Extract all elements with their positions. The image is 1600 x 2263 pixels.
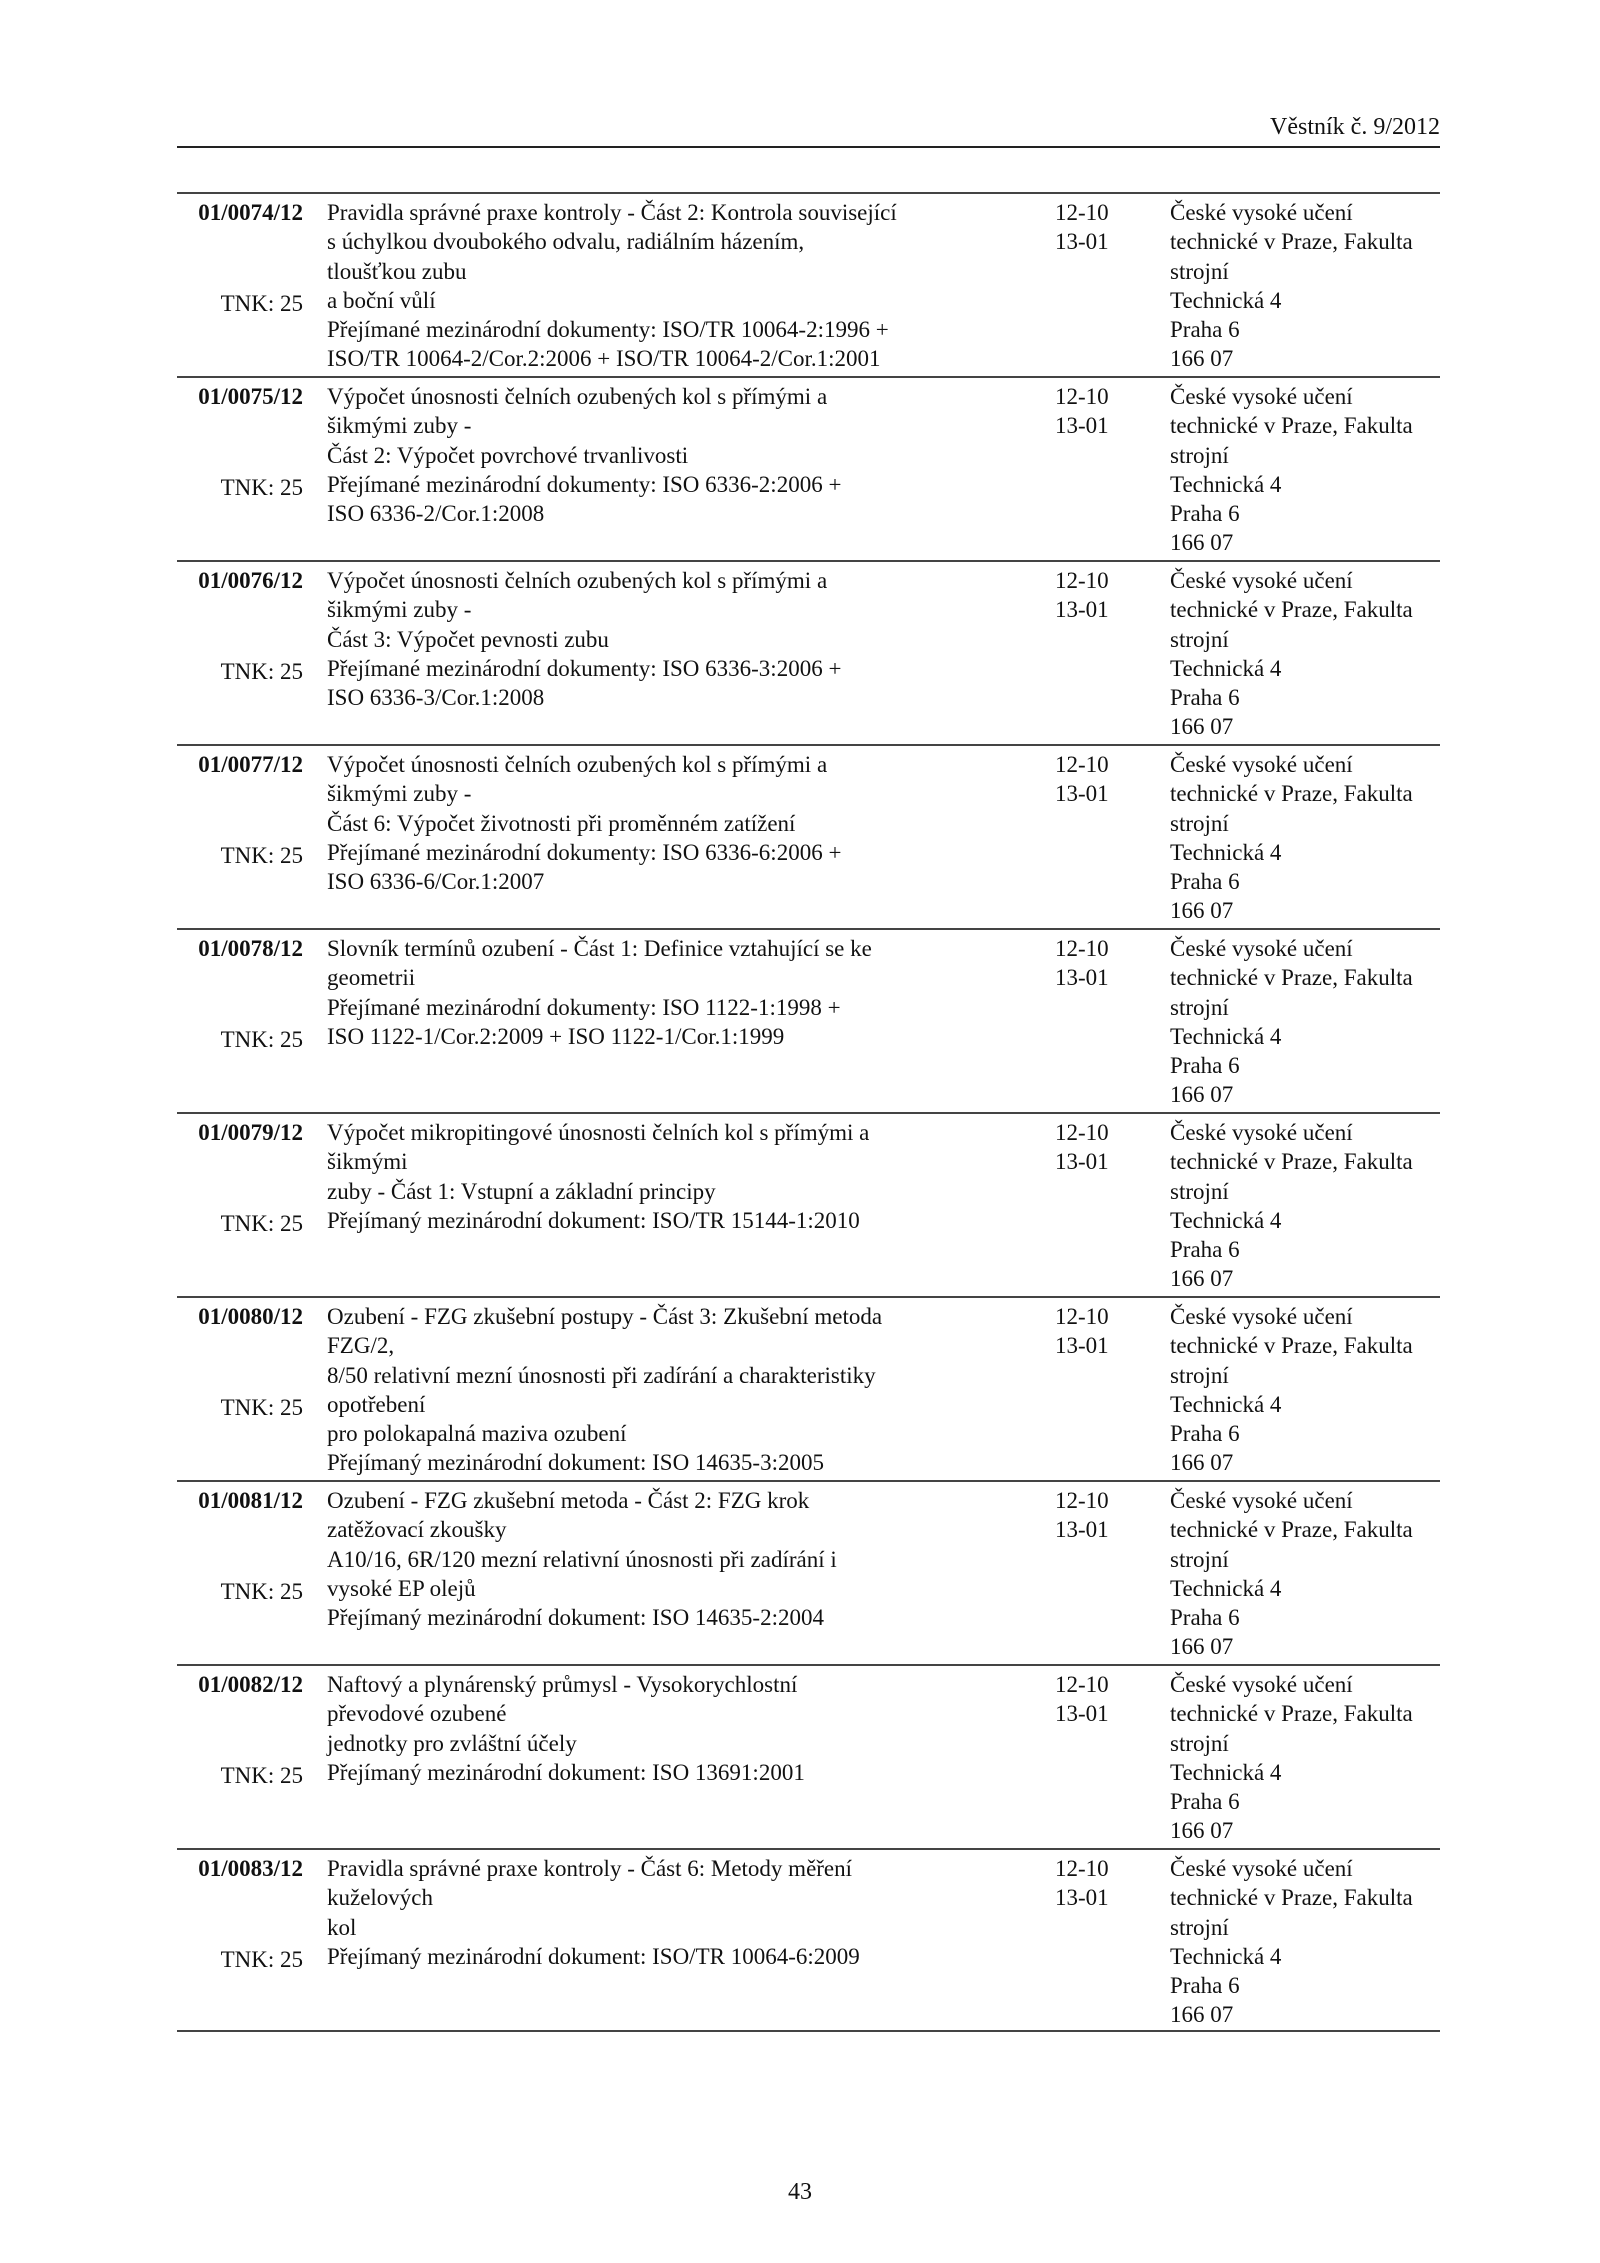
page-header — [177, 112, 1440, 142]
entry-organization-line: strojní — [1170, 1178, 1229, 1204]
entry-title-line: Přejímaný mezinárodní dokument: ISO 14635-3:2005 — [327, 1450, 824, 1476]
entry-organization-line: 166 07 — [1170, 1634, 1234, 1660]
entry-title-line: Přejímaný mezinárodní dokument: ISO/TR 10064-6:2009 — [327, 1943, 860, 1969]
entry-id-cell — [177, 1854, 303, 1975]
entry-code: 13-01 — [1055, 1701, 1109, 1727]
entry-code: 13-01 — [1055, 413, 1109, 439]
entry-tnk: TNK: 25 — [220, 843, 303, 869]
entry-code: 12-10 — [1055, 568, 1109, 593]
entry-code: 13-01 — [1055, 781, 1109, 807]
entry-tnk: TNK: 25 — [220, 1211, 303, 1237]
entry-title-line: Přejímaný mezinárodní dokument: ISO/TR 15144-1:2010 — [327, 1207, 860, 1233]
entry-number: 01/0082/12 — [198, 1672, 303, 1697]
entry-tnk: TNK: 25 — [220, 659, 303, 685]
entry-organization-line: technické v Praze, Fakulta — [1170, 1517, 1413, 1543]
entry-tnk: TNK: 25 — [220, 1947, 303, 1973]
entry-organization-line: Praha 6 — [1170, 1973, 1240, 1999]
entry-organization-line: technické v Praze, Fakulta — [1170, 1701, 1413, 1727]
entry-number: 01/0080/12 — [198, 1304, 303, 1329]
entry-code: 13-01 — [1055, 1333, 1109, 1359]
entry-number: 01/0075/12 — [198, 384, 303, 409]
entry-organization-line: České vysoké učení — [1170, 568, 1353, 593]
entry-tnk: TNK: 25 — [220, 1579, 303, 1605]
entry-id-cell — [177, 566, 303, 687]
entry-organization-line: 166 07 — [1170, 1818, 1234, 1844]
entry-code-cell — [1055, 1854, 1135, 1913]
entry-title-line: Ozubení - FZG zkušební metoda - Část 2: FZG krok zatěžovací zkoušky — [327, 1488, 810, 1543]
entry-title-line: Část 6: Výpočet životnosti při proměnném zatížení — [327, 810, 796, 836]
entry-code: 13-01 — [1055, 1885, 1109, 1911]
table-row — [177, 928, 1440, 1112]
entry-number: 01/0083/12 — [198, 1856, 303, 1881]
entry-code: 13-01 — [1055, 229, 1109, 255]
entry-code-cell — [1055, 1670, 1135, 1729]
entry-tnk: TNK: 25 — [220, 1395, 303, 1421]
entry-title-line: ISO 6336-6/Cor.1:2007 — [327, 869, 545, 895]
entry-title-line: Pravidla správné praxe kontroly - Část 2: Kontrola související — [327, 200, 897, 225]
entry-code: 12-10 — [1055, 752, 1109, 777]
table-row — [177, 1480, 1440, 1664]
entry-organization-line: Technická 4 — [1170, 839, 1282, 865]
entry-organization-line: České vysoké učení — [1170, 1856, 1353, 1881]
entry-title-line: Část 2: Výpočet povrchové trvanlivosti — [327, 442, 689, 468]
entry-organization-line: strojní — [1170, 994, 1229, 1020]
entry-organization-cell — [1170, 566, 1440, 742]
entry-title-cell — [327, 750, 897, 896]
entry-title-line: Přejímané mezinárodní dokumenty: ISO 6336-3:2006 + — [327, 655, 842, 681]
entry-organization-line: Technická 4 — [1170, 1023, 1282, 1049]
table-row — [177, 1112, 1440, 1296]
entry-title-line: A10/16, 6R/120 mezní relativní únosnosti při zadírání i vysoké EP olejů — [327, 1546, 837, 1601]
entry-organization-line: technické v Praze, Fakulta — [1170, 413, 1413, 439]
entry-number: 01/0079/12 — [198, 1120, 303, 1145]
entry-code-cell — [1055, 750, 1135, 809]
entry-organization-cell — [1170, 934, 1440, 1110]
entry-title-line: a boční vůlí — [327, 287, 436, 313]
entry-title-line: 8/50 relativní mezní únosnosti při zadírání a charakteristiky opotřebení — [327, 1362, 876, 1417]
entry-organization-line: České vysoké učení — [1170, 1304, 1353, 1329]
entry-organization-line: České vysoké učení — [1170, 936, 1353, 961]
entry-title-line: Přejímaný mezinárodní dokument: ISO 13691:2001 — [327, 1759, 805, 1785]
entry-code: 12-10 — [1055, 1856, 1109, 1881]
entry-organization-line: Praha 6 — [1170, 1421, 1240, 1447]
entry-organization-cell — [1170, 750, 1440, 926]
bulletin-title: Věstník č. 9/2012 — [1270, 114, 1440, 140]
entry-organization-line: Technická 4 — [1170, 287, 1282, 313]
table-row — [177, 1848, 1440, 2032]
entry-organization-line: strojní — [1170, 1730, 1229, 1756]
entry-organization-line: České vysoké učení — [1170, 200, 1353, 225]
entry-number: 01/0078/12 — [198, 936, 303, 961]
entry-organization-line: technické v Praze, Fakulta — [1170, 965, 1413, 991]
entry-title-line: Slovník termínů ozubení - Část 1: Definice vztahující se ke geometrii — [327, 936, 872, 991]
entry-title-cell — [327, 1854, 897, 1971]
entry-id-cell — [177, 198, 303, 319]
entry-title-cell — [327, 1118, 897, 1235]
entry-organization-line: Technická 4 — [1170, 1759, 1282, 1785]
page-number: 43 — [788, 2179, 812, 2205]
entry-organization-line: technické v Praze, Fakulta — [1170, 597, 1413, 623]
entry-title-line: Výpočet mikropitingové únosnosti čelních kol s přímými a šikmými — [327, 1120, 870, 1175]
entry-id-cell — [177, 934, 303, 1055]
entry-title-line: ISO 6336-2/Cor.1:2008 — [327, 501, 545, 527]
entry-code: 12-10 — [1055, 936, 1109, 961]
entry-title-line: Přejímané mezinárodní dokumenty: ISO 6336-2:2006 + — [327, 471, 842, 497]
entry-organization-line: strojní — [1170, 258, 1229, 284]
entry-organization-line: strojní — [1170, 442, 1229, 468]
entry-title-line: s úchylkou dvoubokého odvalu, radiálním házením, tloušťkou zubu — [327, 229, 805, 284]
entry-organization-line: Technická 4 — [1170, 1207, 1282, 1233]
entry-id-cell — [177, 1302, 303, 1423]
entry-organization-line: 166 07 — [1170, 1266, 1234, 1292]
entry-number: 01/0076/12 — [198, 568, 303, 593]
entry-title-line: Část 3: Výpočet pevnosti zubu — [327, 626, 609, 652]
table-row — [177, 560, 1440, 744]
entry-organization-cell — [1170, 1486, 1440, 1662]
entry-code: 12-10 — [1055, 384, 1109, 409]
entry-title-line: Ozubení - FZG zkušební postupy - Část 3: Zkušební metoda FZG/2, — [327, 1304, 883, 1359]
header-rule — [177, 146, 1440, 148]
entry-organization-line: strojní — [1170, 1546, 1229, 1572]
entry-code: 12-10 — [1055, 1672, 1109, 1697]
entry-organization-line: strojní — [1170, 810, 1229, 836]
entry-title-cell — [327, 1670, 897, 1787]
entry-title-line: pro polokapalná maziva ozubení — [327, 1421, 627, 1447]
entry-organization-cell — [1170, 1670, 1440, 1846]
entry-title-line: ISO/TR 10064-2/Cor.2:2006 + ISO/TR 10064-2/Cor.1:2001 — [327, 346, 881, 372]
entry-organization-line: České vysoké učení — [1170, 752, 1353, 777]
entry-organization-line: Praha 6 — [1170, 685, 1240, 711]
entry-organization-line: Technická 4 — [1170, 1943, 1282, 1969]
entry-code-cell — [1055, 1486, 1135, 1545]
entry-title-cell — [327, 382, 897, 528]
entry-code-cell — [1055, 1118, 1135, 1177]
entry-title-cell — [327, 934, 897, 1051]
entry-organization-line: technické v Praze, Fakulta — [1170, 1333, 1413, 1359]
entry-code-cell — [1055, 198, 1135, 257]
entry-organization-line: 166 07 — [1170, 346, 1234, 372]
entry-organization-line: 166 07 — [1170, 714, 1234, 740]
entry-code-cell — [1055, 566, 1135, 625]
entry-organization-line: 166 07 — [1170, 898, 1234, 924]
entry-id-cell — [177, 1670, 303, 1791]
entry-organization-line: Praha 6 — [1170, 1605, 1240, 1631]
table-row — [177, 744, 1440, 928]
entry-code-cell — [1055, 934, 1135, 993]
entry-organization-line: Praha 6 — [1170, 869, 1240, 895]
entry-title-line: Přejímané mezinárodní dokumenty: ISO 1122-1:1998 + — [327, 994, 841, 1020]
entry-organization-line: strojní — [1170, 1362, 1229, 1388]
entry-id-cell — [177, 382, 303, 503]
table-row — [177, 192, 1440, 376]
entry-number: 01/0074/12 — [198, 200, 303, 225]
entry-code: 13-01 — [1055, 1149, 1109, 1175]
table-row — [177, 1296, 1440, 1480]
entry-id-cell — [177, 750, 303, 871]
entry-organization-line: strojní — [1170, 626, 1229, 652]
entry-organization-line: 166 07 — [1170, 1450, 1234, 1476]
entry-organization-line: Technická 4 — [1170, 471, 1282, 497]
entry-title-line: kol — [327, 1914, 357, 1940]
entry-title-cell — [327, 566, 897, 712]
entry-organization-line: České vysoké učení — [1170, 384, 1353, 409]
entry-title-line: ISO 1122-1/Cor.2:2009 + ISO 1122-1/Cor.1:1999 — [327, 1023, 785, 1049]
entry-title-line: Výpočet únosnosti čelních ozubených kol s přímými a šikmými zuby - — [327, 384, 828, 439]
entry-code: 13-01 — [1055, 1517, 1109, 1543]
entry-tnk: TNK: 25 — [220, 291, 303, 317]
entry-organization-line: Praha 6 — [1170, 1053, 1240, 1079]
entry-organization-line: 166 07 — [1170, 530, 1234, 556]
entry-organization-cell — [1170, 1854, 1440, 2030]
entry-title-line: Přejímané mezinárodní dokumenty: ISO 6336-6:2006 + — [327, 839, 842, 865]
entry-organization-cell — [1170, 1302, 1440, 1478]
entry-title-line: Naftový a plynárenský průmysl - Vysokorychlostní převodové ozubené — [327, 1672, 798, 1727]
entry-organization-line: Praha 6 — [1170, 1237, 1240, 1263]
entry-number: 01/0077/12 — [198, 752, 303, 777]
entry-id-cell — [177, 1118, 303, 1239]
entry-organization-line: strojní — [1170, 1914, 1229, 1940]
entry-title-cell — [327, 1486, 897, 1632]
entry-organization-line: technické v Praze, Fakulta — [1170, 1149, 1413, 1175]
entry-title-line: jednotky pro zvláštní účely — [327, 1730, 577, 1756]
entry-title-line: zuby - Část 1: Vstupní a základní principy — [327, 1178, 716, 1204]
entry-organization-line: Praha 6 — [1170, 501, 1240, 527]
entry-id-cell — [177, 1486, 303, 1607]
entry-code: 13-01 — [1055, 597, 1109, 623]
entry-code: 12-10 — [1055, 1120, 1109, 1145]
entry-code-cell — [1055, 382, 1135, 441]
entry-title-cell — [327, 198, 897, 374]
entry-organization-line: Technická 4 — [1170, 1391, 1282, 1417]
entry-title-line: Výpočet únosnosti čelních ozubených kol s přímými a šikmými zuby - — [327, 752, 828, 807]
entry-code: 13-01 — [1055, 965, 1109, 991]
entry-organization-cell — [1170, 1118, 1440, 1294]
entry-title-line: Pravidla správné praxe kontroly - Část 6: Metody měření kuželových — [327, 1856, 853, 1911]
entry-organization-line: České vysoké učení — [1170, 1672, 1353, 1697]
entry-organization-line: Praha 6 — [1170, 1789, 1240, 1815]
entry-code: 12-10 — [1055, 1488, 1109, 1513]
entry-organization-cell — [1170, 382, 1440, 558]
entry-organization-line: Technická 4 — [1170, 655, 1282, 681]
entry-code: 12-10 — [1055, 200, 1109, 225]
entry-organization-line: technické v Praze, Fakulta — [1170, 229, 1413, 255]
entry-title-line: ISO 6336-3/Cor.1:2008 — [327, 685, 545, 711]
entry-code: 12-10 — [1055, 1304, 1109, 1329]
entry-organization-line: Technická 4 — [1170, 1575, 1282, 1601]
entry-number: 01/0081/12 — [198, 1488, 303, 1513]
entry-tnk: TNK: 25 — [220, 1027, 303, 1053]
entry-tnk: TNK: 25 — [220, 475, 303, 501]
table-row — [177, 1664, 1440, 1848]
entry-organization-line: Praha 6 — [1170, 317, 1240, 343]
entry-title-line: Přejímaný mezinárodní dokument: ISO 14635-2:2004 — [327, 1605, 824, 1631]
entry-tnk: TNK: 25 — [220, 1763, 303, 1789]
entry-organization-line: České vysoké učení — [1170, 1488, 1353, 1513]
table-row — [177, 376, 1440, 560]
standards-table — [177, 192, 1440, 2032]
entry-title-line: Výpočet únosnosti čelních ozubených kol s přímými a šikmými zuby - — [327, 568, 828, 623]
entry-organization-line: 166 07 — [1170, 2002, 1234, 2028]
entry-organization-line: technické v Praze, Fakulta — [1170, 1885, 1413, 1911]
entry-code-cell — [1055, 1302, 1135, 1361]
entry-organization-line: České vysoké učení — [1170, 1120, 1353, 1145]
entry-organization-line: technické v Praze, Fakulta — [1170, 781, 1413, 807]
entry-title-cell — [327, 1302, 897, 1478]
entry-organization-line: 166 07 — [1170, 1082, 1234, 1108]
entry-organization-cell — [1170, 198, 1440, 374]
entry-title-line: Přejímané mezinárodní dokumenty: ISO/TR 10064-2:1996 + — [327, 317, 889, 343]
